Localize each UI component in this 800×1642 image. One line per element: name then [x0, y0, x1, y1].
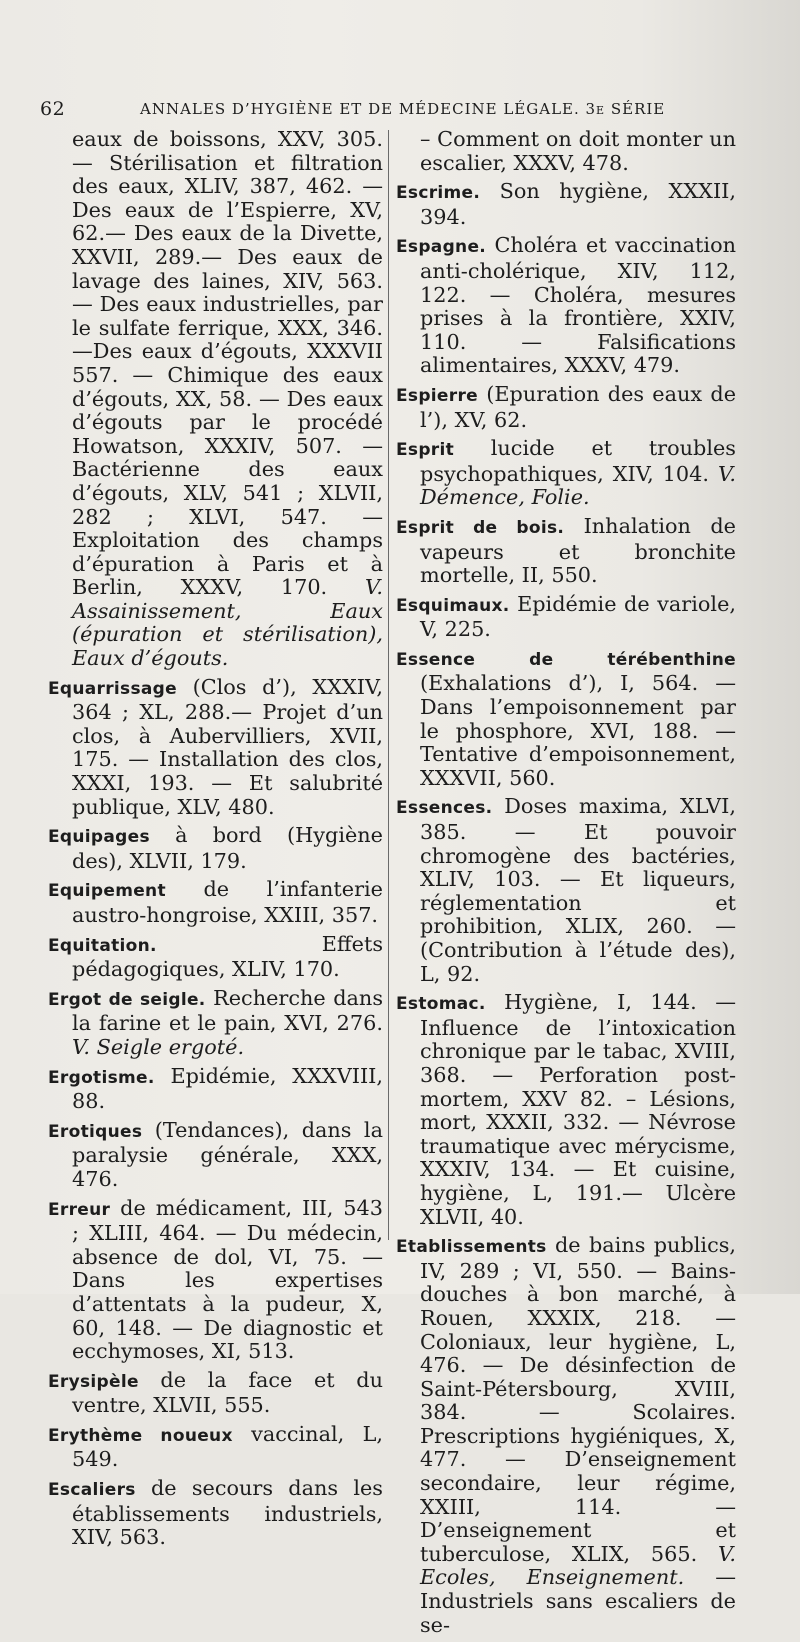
entry-text: Hygiène, I, 144. — Influence de l’intoxication chronique par le tabac, XVIII, 368. — Perforation post-mortem, XXV 82. – Lésions, mort, XXXII, 332. — Névrose traumatique avec mérycisme, XXXIV, 134. — Et cuisine, hygiène, L, 191.— Ulcère XLVII, 40.	[420, 990, 736, 1229]
index-column-right	[396, 128, 736, 1642]
index-entry	[48, 1065, 383, 1114]
index-entry	[396, 128, 736, 175]
index-entry	[396, 383, 736, 432]
index-entry	[48, 1477, 383, 1550]
entry-text: (Epuration des eaux de l’), XV, 62.	[420, 381, 736, 432]
index-column-left	[48, 128, 383, 1555]
entry-text: de l’infanterie austro-hongroise, XXIII, 357.	[72, 877, 383, 927]
index-entry	[396, 795, 736, 986]
entry-text: de médicament, III, 543 ; XLIII, 464. — Du médecin, absence de dol, VI, 75. — Dans les expertises d’attentats à la pudeur, X, 60, 148. — De diagnostic et ecchymoses, XI, 513.	[72, 1195, 383, 1364]
entry-text: Epidémie, XXXVIII, 88.	[72, 1063, 383, 1114]
entry-text: (Tendances), dans la paralysie générale, XXX, 476.	[72, 1117, 383, 1191]
entry-cross-reference: V. Assainissement, Eaux (épuration et stérilisation), Eaux d’égouts.	[72, 575, 383, 671]
entry-headword: Equitation.	[48, 935, 157, 956]
index-entry	[48, 933, 383, 982]
index-entry	[396, 593, 736, 642]
entry-headword: Espagne.	[396, 237, 487, 258]
entry-headword: Escaliers	[48, 1480, 136, 1501]
entry-headword: Equarrissage	[48, 678, 177, 699]
entry-text: lucide et troubles psychopathiques, XIV, 104.	[420, 436, 736, 486]
index-entry	[48, 1369, 383, 1418]
index-entry	[396, 234, 736, 378]
running-title: ANNALES D’HYGIÈNE ET DE MÉDECINE LÉGALE. 3e SÉRIE	[140, 100, 666, 118]
index-entry	[396, 1234, 736, 1637]
entry-headword: Erysipèle	[48, 1371, 139, 1392]
entry-headword: Equipement	[48, 881, 166, 902]
entry-headword: Esprit de bois.	[396, 517, 565, 538]
entry-headword: Erotiques	[48, 1121, 143, 1142]
index-entry	[48, 987, 383, 1060]
entry-headword: Esprit	[396, 440, 455, 461]
entry-text: de la face et du ventre, XLVII, 555.	[72, 1367, 383, 1418]
entry-headword: Equipages	[48, 827, 150, 848]
entry-text: Son hygiène, XXXII, 394.	[420, 179, 736, 229]
entry-text: Epidémie de variole, V, 225.	[420, 591, 736, 642]
entry-text: Inhalation de vapeurs et bronchite mortelle, II, 550.	[420, 513, 736, 588]
index-entry	[48, 824, 383, 873]
index-entry	[48, 128, 383, 671]
entry-text: de bains publics, IV, 289 ; VI, 550. — Bains-douches à bon marché, à Rouen, XXXIX, 218. — Coloniaux, leur hygiène, L, 476. — De désinfection de Saint-Pétersbourg, XVIII, 384. — Scolaires. Prescriptions hygiéniques, X, 477. — D’enseignement secondaire, leur régime, XXIII, 114. — D’enseignement et tuberculose, XLIX, 565.	[420, 1233, 736, 1566]
index-entry	[48, 878, 383, 927]
entry-headword: Ergot de seigle.	[48, 989, 206, 1010]
entry-headword: Etablissements	[396, 1237, 547, 1258]
page-number: 62	[40, 98, 66, 120]
index-entry	[48, 676, 383, 820]
entry-text: (Exhalations d’), I, 564. — Dans l’empoisonnement par le phosphore, XVI, 188. — Tentative d’empoisonnement, XXXVII, 560.	[420, 671, 736, 790]
entry-text: Effets pédagogiques, XLIV, 170.	[72, 931, 383, 982]
column-divider	[388, 130, 389, 1240]
index-entry	[396, 180, 736, 229]
entry-headword: Erreur	[48, 1199, 111, 1220]
entry-text: Doses maxima, XLVI, 385. — Et pouvoir chromogène des bactéries, XLIV, 103. — Et liqueurs, réglementation et prohibition, XLIX, 260. — (Contribution à l’étude des), L, 92.	[420, 794, 736, 986]
entry-text: Recherche dans la farine et le pain, XVI, 276.	[72, 985, 383, 1036]
index-entry	[48, 1423, 383, 1472]
index-entry	[396, 437, 736, 510]
entry-headword: Essence de térébenthine	[396, 649, 736, 670]
entry-headword: Erythème noueux	[48, 1425, 233, 1446]
entry-headword: Esquimaux.	[396, 595, 510, 616]
entry-headword: Ergotisme.	[48, 1067, 155, 1088]
entry-text-tail: — Industriels sans escaliers de se-	[420, 1565, 736, 1637]
entry-cross-reference: V. Démence, Folie.	[420, 461, 736, 510]
entry-text: eaux de boissons, XXV, 305. — Stérilisation et filtration des eaux, XLIV, 387, 462. — Des eaux de l’Espierre, XV, 62.— Des eaux de la Divette, XXVII, 289.— Des eaux de lavage des laines, XIV, 563. — Des eaux industrielles, par le sulfate ferrique, XXX, 346.—Des eaux d’égouts, XXXVII 557. — Chimique des eaux d’égouts, XX, 58. — Des eaux d’égouts par le procédé Howatson, XXXIV, 507. — Bactérienne des eaux d’égouts, XLV, 541 ; XLVII, 282 ; XLVI, 547. — Exploitation des champs d’épuration à Paris et à Berlin, XXXV, 170.	[72, 127, 383, 600]
entry-cross-reference: V. Ecoles, Enseignement.	[420, 1541, 736, 1590]
entry-headword: Espierre	[396, 385, 478, 406]
index-entry	[396, 991, 736, 1229]
page-header	[40, 98, 760, 126]
entry-text: – Comment on doit monter un escalier, XXXV, 478.	[420, 127, 736, 175]
entry-cross-reference: V. Seigle ergoté.	[72, 1034, 245, 1059]
entry-headword: Estomac.	[396, 994, 486, 1015]
index-entry	[396, 647, 736, 791]
entry-text: (Clos d’), XXXIV, 364 ; XL, 288.— Projet d’un clos, à Aubervilliers, XVII, 175. — Installation des clos, XXXI, 193. — Et salubrité publique, XLV, 480.	[72, 674, 383, 819]
index-entry	[48, 1197, 383, 1364]
entry-text: vaccinal, L, 549.	[72, 1421, 383, 1472]
index-entry	[48, 1119, 383, 1192]
index-entry	[396, 515, 736, 588]
entry-text: de secours dans les établissements industriels, XIV, 563.	[72, 1476, 383, 1550]
entry-headword: Escrime.	[396, 183, 481, 204]
entry-headword: Essences.	[396, 798, 493, 819]
entry-text: à bord (Hygiène des), XLVII, 179.	[72, 823, 383, 873]
entry-text: Choléra et vaccination anti-cholérique, XIV, 112, 122. — Choléra, mesures prises à la frontière, XXIV, 110. — Falsifications alimentaires, XXXV, 479.	[420, 233, 736, 378]
